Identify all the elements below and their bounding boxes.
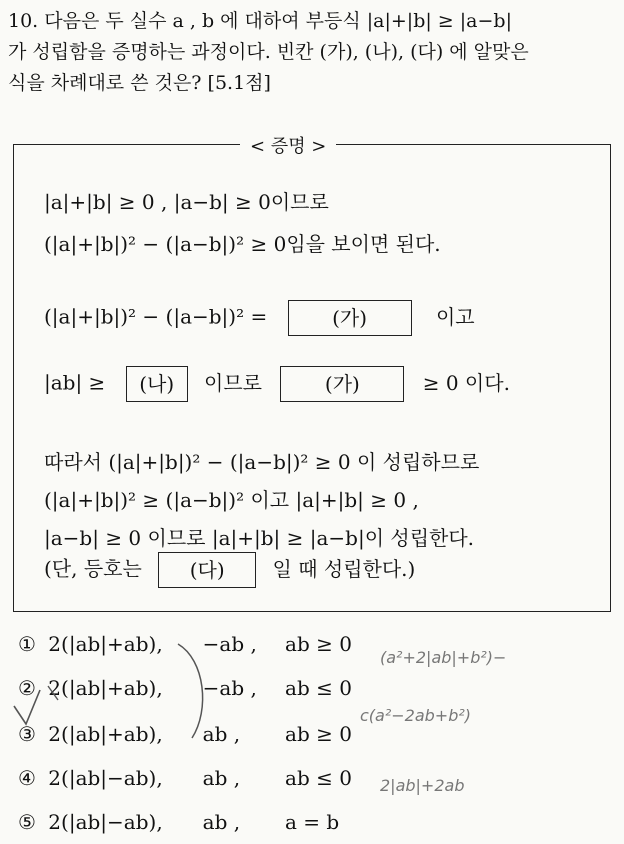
proof-line-8	[44, 552, 415, 588]
handwritten-note-1: (a²+2|ab|+b²)−	[380, 648, 507, 667]
blank-ga-box-2: (가)	[280, 366, 404, 402]
proof-title: < 증명 >	[240, 132, 336, 158]
question-text	[8, 6, 614, 99]
proof-line-6: (|a|+|b|)² ≥ (|a−b|)² 이고 |a|+|b| ≥ 0 ,	[44, 488, 419, 512]
pencil-checkmark	[14, 690, 40, 724]
question-line-2: 가 성립함을 증명하는 과정이다. 빈칸 (가), (나), (다) 에 알맞은	[8, 41, 529, 63]
proof-line-4-post: ≥ 0 이다.	[422, 370, 510, 395]
option-na: −ab ,	[202, 632, 257, 656]
option-number: ⑤	[18, 810, 36, 834]
proof-line-4-mid: 이므로	[204, 370, 263, 395]
option-ga: 2(|ab|+ab),	[48, 722, 163, 746]
option-na: ab ,	[202, 722, 241, 746]
option-number: ②	[18, 676, 36, 700]
question-line-3: 식을 차례대로 쓴 것은? [5.1점]	[8, 72, 271, 94]
option-5[interactable]	[18, 810, 339, 834]
option-na: −ab ,	[202, 676, 257, 700]
option-ga: 2(|ab|−ab),	[48, 810, 163, 834]
proof-line-3-post: 이고	[435, 304, 475, 329]
proof-line-8-pre: (단, 등호는	[44, 556, 142, 581]
pencil-bracket	[178, 644, 203, 738]
proof-line-8-post: 일 때 성립한다.)	[272, 556, 416, 581]
option-da: ab ≤ 0	[285, 766, 352, 790]
option-na: ab ,	[202, 766, 241, 790]
option-da: ab ≤ 0	[285, 676, 352, 700]
proof-line-7: |a−b| ≥ 0 이므로 |a|+|b| ≥ |a−b|이 성립한다.	[44, 526, 475, 550]
option-ga: 2(|ab|+ab),	[48, 676, 163, 700]
blank-ga-box: (가)	[288, 300, 412, 336]
option-da: ab ≥ 0	[285, 632, 352, 656]
proof-line-4	[44, 366, 510, 402]
blank-na-box: (나)	[126, 366, 188, 402]
proof-line-3-pre: (|a|+|b|)² − (|a−b|)² =	[44, 304, 268, 329]
handwritten-note-2: c(a²−2ab+b²)	[360, 706, 472, 725]
pencil-marks	[0, 620, 624, 780]
handwritten-note-3: 2|ab|+2ab	[380, 776, 465, 795]
option-number: ④	[18, 766, 36, 790]
proof-line-3	[44, 300, 475, 336]
option-number: ①	[18, 632, 36, 656]
option-ga: 2(|ab|−ab),	[48, 766, 163, 790]
proof-line-1: |a|+|b| ≥ 0 , |a−b| ≥ 0이므로	[44, 190, 329, 214]
question-line-1: 10. 다음은 두 실수 a , b 에 대하여 부등식 |a|+|b| ≥ |a−b|	[8, 10, 512, 32]
option-da: a = b	[285, 810, 340, 834]
blank-da-box: (다)	[158, 552, 256, 588]
proof-line-5: 따라서 (|a|+|b|)² − (|a−b|)² ≥ 0 이 성립하므로	[44, 450, 480, 474]
proof-line-4-pre: |ab| ≥	[44, 370, 106, 395]
option-na: ab ,	[202, 810, 241, 834]
option-da: ab ≥ 0	[285, 722, 352, 746]
proof-line-2: (|a|+|b|)² − (|a−b|)² ≥ 0임을 보이면 된다.	[44, 232, 441, 256]
option-ga: 2(|ab|+ab),	[48, 632, 163, 656]
option-number: ③	[18, 722, 36, 746]
pencil-slash	[48, 686, 58, 700]
